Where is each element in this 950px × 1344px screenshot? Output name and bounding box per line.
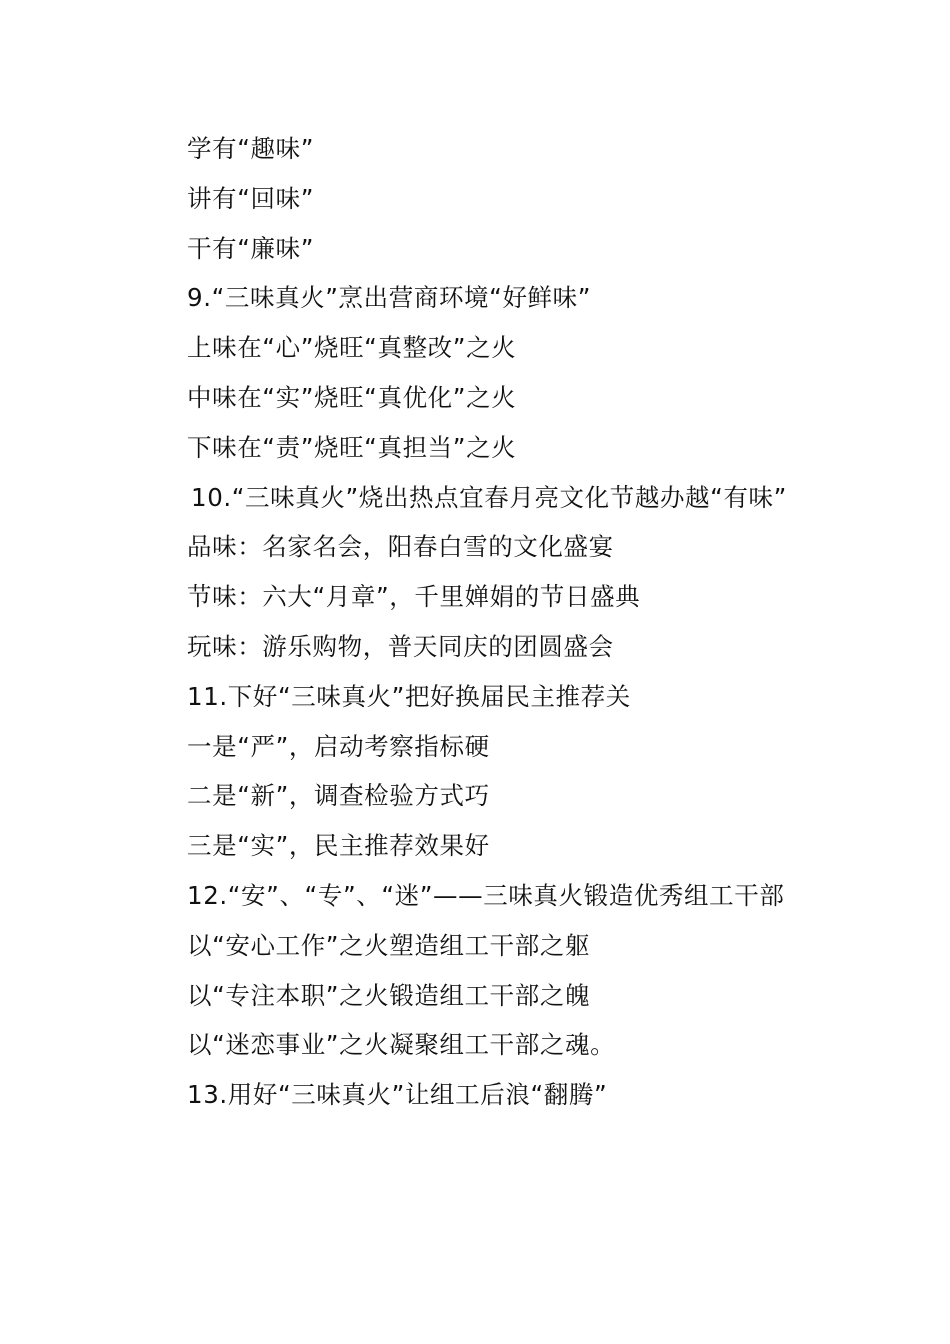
- paragraph: 品味：名家名会，阳春白雪的文化盛宴: [187, 532, 614, 562]
- paragraph: 三是“实”，民主推荐效果好: [187, 831, 490, 861]
- paragraph: 一是“严”，启动考察指标硬: [187, 731, 490, 761]
- section-heading: 9.“三味真火”烹出营商环境“好鲜味”: [187, 283, 592, 313]
- section-heading: 10.“三味真火”烧出热点宜春月亮文化节越办越“有味”: [191, 482, 787, 512]
- paragraph: 以“迷恋事业”之火凝聚组工干部之魂。: [187, 1030, 616, 1060]
- paragraph: 上味在“心”烧旺“真整改”之火: [187, 333, 517, 363]
- paragraph: 中味在“实”烧旺“真优化”之火: [187, 382, 517, 412]
- section-heading: 12.“安”、“专”、“迷”——三味真火锻造优秀组工干部: [187, 880, 785, 910]
- paragraph: 下味在“责”烧旺“真担当”之火: [187, 432, 517, 462]
- paragraph: 玩味：游乐购物，普天同庆的团圆盛会: [187, 631, 614, 661]
- paragraph: 讲有“回味”: [187, 183, 314, 213]
- paragraph: 以“安心工作”之火塑造组工干部之躯: [187, 930, 591, 960]
- paragraph: 学有“趣味”: [187, 134, 314, 163]
- section-heading: 11.下好“三味真火”把好换届民主推荐关: [187, 681, 631, 711]
- paragraph: 以“专注本职”之火锻造组工干部之魄: [187, 980, 591, 1010]
- paragraph: 干有“廉味”: [187, 233, 314, 263]
- paragraph: 二是“新”，调查检验方式巧: [187, 781, 490, 811]
- paragraph: 节味：六大“月章”，千里婵娟的节日盛典: [187, 582, 641, 612]
- section-heading: 13.用好“三味真火”让组工后浪“翻腾”: [187, 1080, 608, 1110]
- document-body: [143, 124, 815, 1120]
